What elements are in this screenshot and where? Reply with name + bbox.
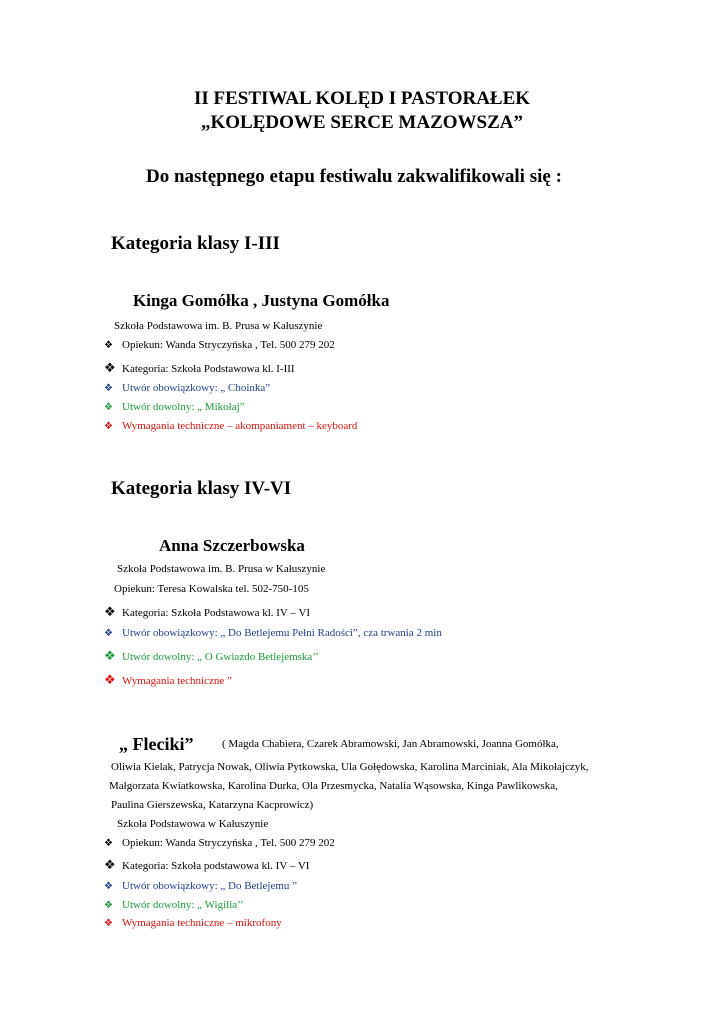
bullet-icon: ❖ [104,360,116,375]
mandatory-song-3 [104,880,297,892]
members-line-2: Oliwia Kielak, Patrycja Nowak, Oliwia Pytkowska, Ula Gołędowska, Karolina Marciniak, Ala Mikołajczyk, [111,761,589,773]
mandatory-text: Utwór obowiązkowy: „ Choinka” [122,382,271,394]
members-line-3: Małgorzata Kwiatkowska, Karolina Durka, Ola Przesmycka, Natalia Wąsowska, Kinga Pawlikowska, [109,780,558,792]
kategoria-3 [104,857,309,873]
bullet-icon: ❖ [104,402,113,413]
mandatory-text: Utwór obowiązkowy: „ Do Betlejemu ” [122,880,298,892]
category-heading-1: Kategoria klasy I-III [111,233,280,254]
kategoria-2 [104,604,310,620]
free-song-2 [104,648,319,664]
caretaker-text: Opiekun: Wanda Stryczyńska , Tel. 500 279 202 [122,837,335,849]
qualified-heading: Do następnego etapu festiwalu zakwalifikowali się : [146,166,562,187]
tech-req-2 [104,672,232,688]
participant-name-2: Anna Szczerbowska [159,536,305,555]
bullet-icon: ❖ [104,340,113,351]
bullet-icon: ❖ [104,648,116,663]
tech-text: Wymagania techniczne – akompaniament – keyboard [122,420,358,432]
bullet-icon: ❖ [104,918,113,929]
bullet-icon: ❖ [104,672,116,687]
tech-req-3 [104,917,282,929]
mandatory-song-2 [104,627,442,639]
group-name-3: „ Fleciki” [119,734,194,754]
bullet-icon: ❖ [104,383,113,394]
free-text: Utwór dowolny: „ Mikołaj” [122,401,245,413]
bullet-icon: ❖ [104,628,113,639]
title-line-1: II FESTIWAL KOLĘD I PASTORAŁEK [193,88,531,109]
caretaker-text: Opiekun: Wanda Stryczyńska , Tel. 500 279 202 [122,339,335,351]
school-3: Szkoła Podstawowa w Kałuszynie [117,818,269,830]
bullet-icon: ❖ [104,838,113,849]
bullet-icon: ❖ [104,604,116,619]
bullet-icon: ❖ [104,421,113,432]
bullet-icon: ❖ [104,900,113,911]
kategoria-1 [104,360,295,376]
kategoria-text: Kategoria: Szkoła Podstawowa kl. I-III [122,363,295,375]
caretaker-2: Opiekun: Teresa Kowalska tel. 502-750-105 [114,583,309,595]
school-1: Szkoła Podstawowa im. B. Prusa w Kałuszynie [114,320,323,332]
school-2: Szkoła Podstawowa im. B. Prusa w Kałuszynie [117,563,326,575]
category-heading-2: Kategoria klasy IV-VI [111,478,292,499]
members-line-1: ( Magda Chabiera, Czarek Abramowski, Jan Abramowski, Joanna Gomółka, [222,738,559,750]
bullet-icon: ❖ [104,881,113,892]
members-line-4: Paulina Gierszewska, Katarzyna Kacprowicz) [111,799,314,811]
caretaker-1 [104,339,335,351]
tech-text: Wymagania techniczne ” [122,675,232,687]
kategoria-text: Kategoria: Szkoła podstawowa kl. IV – VI [122,860,310,872]
mandatory-song-1 [104,382,270,394]
caretaker-3 [104,837,335,849]
bullet-icon: ❖ [104,857,116,872]
tech-text: Wymagania techniczne – mikrofony [122,917,282,929]
free-text: Utwór dowolny: „ Wigilia’’ [122,899,244,911]
free-song-1 [104,401,245,413]
free-song-3 [104,899,244,911]
participant-name-1: Kinga Gomółka , Justyna Gomółka [133,291,390,310]
free-text: Utwór dowolny: „ O Gwiazdo Betlejemska’’ [122,651,319,663]
title-line-2: „KOLĘDOWE SERCE MAZOWSZA” [201,112,523,133]
kategoria-text: Kategoria: Szkoła Podstawowa kl. IV – VI [122,607,311,619]
tech-req-1 [104,420,357,432]
mandatory-text: Utwór obowiązkowy: „ Do Betlejemu Pełni Radości”, cza trwania 2 min [122,627,442,639]
